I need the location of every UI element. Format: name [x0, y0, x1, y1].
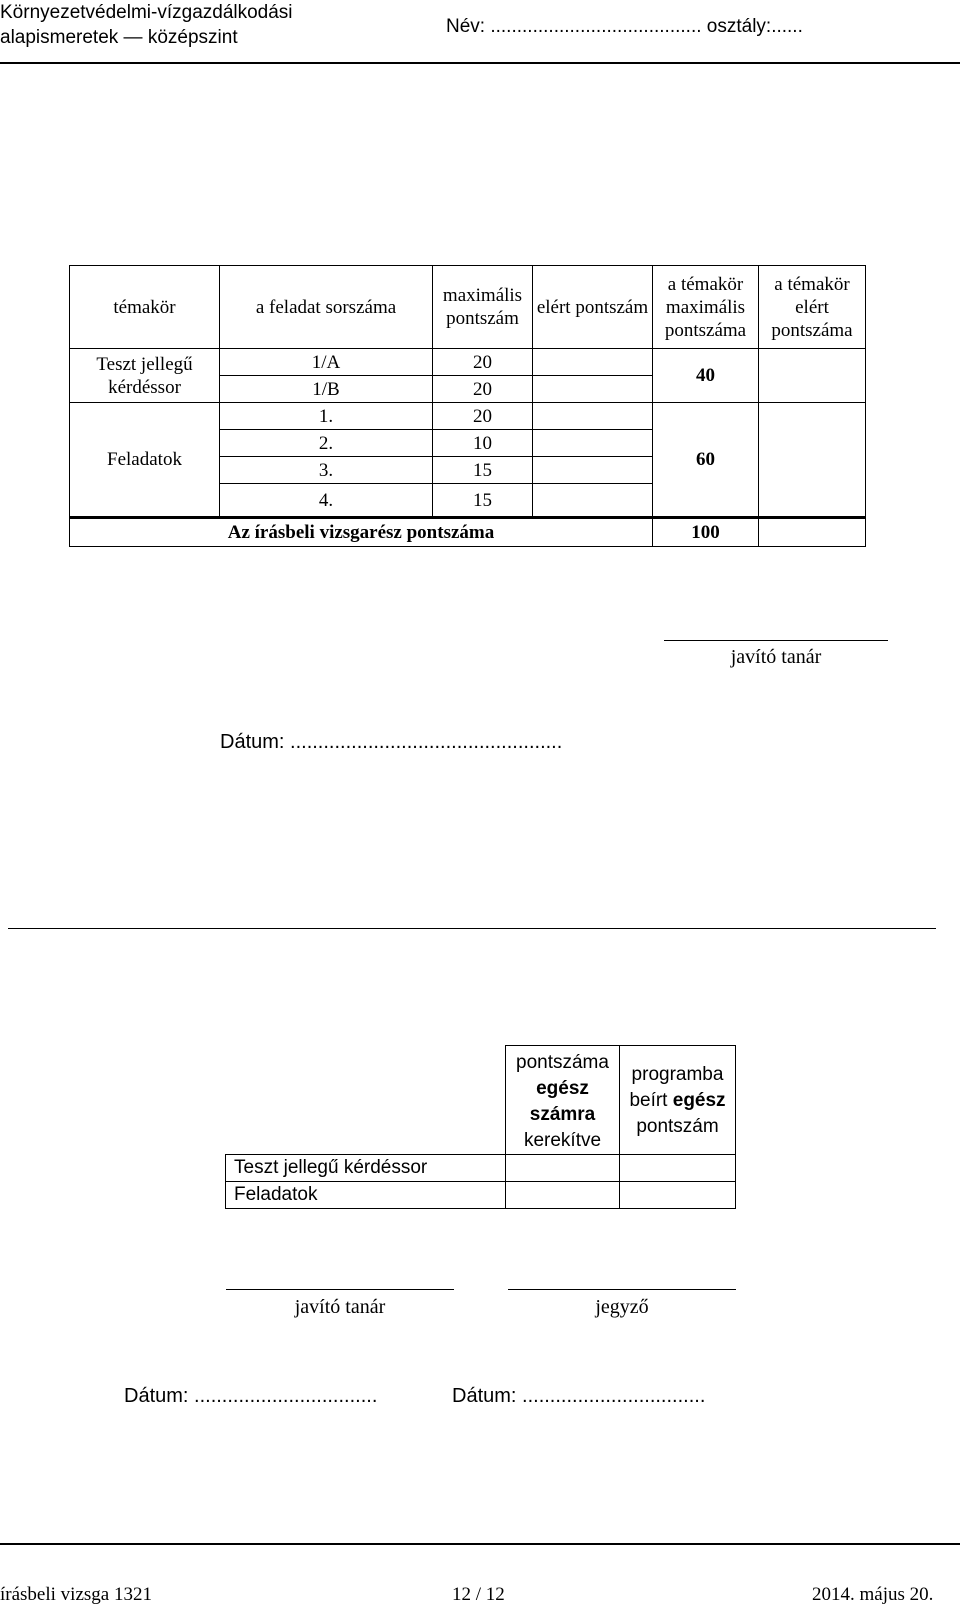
date-field-teacher[interactable]: Dátum: ................................. — [124, 1385, 378, 1407]
section-divider — [8, 928, 936, 929]
row-label-tasks: Feladatok — [226, 1182, 506, 1209]
max-points-cell: 20 — [433, 349, 533, 376]
footer-page-number: 12 / 12 — [452, 1584, 505, 1605]
header-topic: témakör — [70, 266, 220, 349]
name-class-field: Név: ........................................ osztály:...... — [446, 16, 803, 37]
task-number-cell: 1. — [220, 403, 433, 430]
total-value: 100 — [653, 518, 759, 547]
topic-achieved-test[interactable] — [759, 349, 866, 403]
footer-exam-code: írásbeli vizsga 1321 — [0, 1584, 152, 1605]
achieved-points-cell[interactable] — [533, 484, 653, 518]
footer-date: 2014. május 20. — [812, 1584, 934, 1605]
score-table — [69, 265, 866, 547]
task-number-cell: 1/A — [220, 349, 433, 376]
max-points-cell: 15 — [433, 457, 533, 484]
task-number-cell: 1/B — [220, 376, 433, 403]
date-field[interactable]: Dátum: ................................................. — [220, 731, 563, 753]
signature-label-registrar: jegyző — [595, 1296, 649, 1318]
program-cell[interactable] — [620, 1182, 736, 1209]
signature-line — [664, 640, 888, 641]
footer-divider — [0, 1543, 960, 1545]
program-cell[interactable] — [620, 1155, 736, 1182]
topic-max-tasks: 60 — [653, 403, 759, 518]
rounded-cell[interactable] — [506, 1155, 620, 1182]
topic-tasks: Feladatok — [70, 403, 220, 518]
achieved-points-cell[interactable] — [533, 376, 653, 403]
max-points-cell: 20 — [433, 376, 533, 403]
header-max-points: maximális pontszám — [433, 266, 533, 349]
signature-label: javító tanár — [730, 646, 822, 668]
topic-test: Teszt jellegű kérdéssor — [70, 349, 220, 403]
header-rounded-points: pontszáma egész számra kerekítve — [506, 1046, 620, 1155]
subject-line-1: Környezetvédelmi-vízgazdálkodási — [0, 2, 293, 23]
topic-achieved-tasks[interactable] — [759, 403, 866, 518]
date-field-registrar[interactable]: Dátum: ................................. — [452, 1385, 706, 1407]
max-points-cell: 15 — [433, 484, 533, 518]
achieved-points-cell[interactable] — [533, 430, 653, 457]
task-number-cell: 3. — [220, 457, 433, 484]
achieved-points-cell[interactable] — [533, 403, 653, 430]
task-number-cell: 4. — [220, 484, 433, 518]
achieved-points-cell[interactable] — [533, 349, 653, 376]
topic-max-test: 40 — [653, 349, 759, 403]
header-topic-max: a témakör maximális pontszáma — [653, 266, 759, 349]
header-program-points: programba beírt egész pontszám — [620, 1046, 736, 1155]
signature-label-teacher: javító tanár — [294, 1296, 386, 1318]
total-label: Az írásbeli vizsgarész pontszáma — [70, 518, 653, 547]
header-divider — [0, 62, 960, 64]
max-points-cell: 10 — [433, 430, 533, 457]
header-achieved-points: elért pontszám — [533, 266, 653, 349]
total-achieved[interactable] — [759, 518, 866, 547]
rounded-cell[interactable] — [506, 1182, 620, 1209]
max-points-cell: 20 — [433, 403, 533, 430]
achieved-points-cell[interactable] — [533, 457, 653, 484]
page-header-subject — [0, 0, 293, 50]
row-label-test: Teszt jellegű kérdéssor — [226, 1155, 506, 1182]
header-topic-achieved: a témakör elért pontszáma — [759, 266, 866, 349]
signature-line-teacher — [226, 1289, 454, 1290]
signature-line-registrar — [508, 1289, 736, 1290]
rounded-score-table — [225, 1045, 736, 1209]
rounded-table-corner — [226, 1046, 506, 1155]
task-number-cell: 2. — [220, 430, 433, 457]
subject-line-2: alapismeretek — középszint — [0, 27, 238, 48]
header-task-number: a feladat sorszáma — [220, 266, 433, 349]
